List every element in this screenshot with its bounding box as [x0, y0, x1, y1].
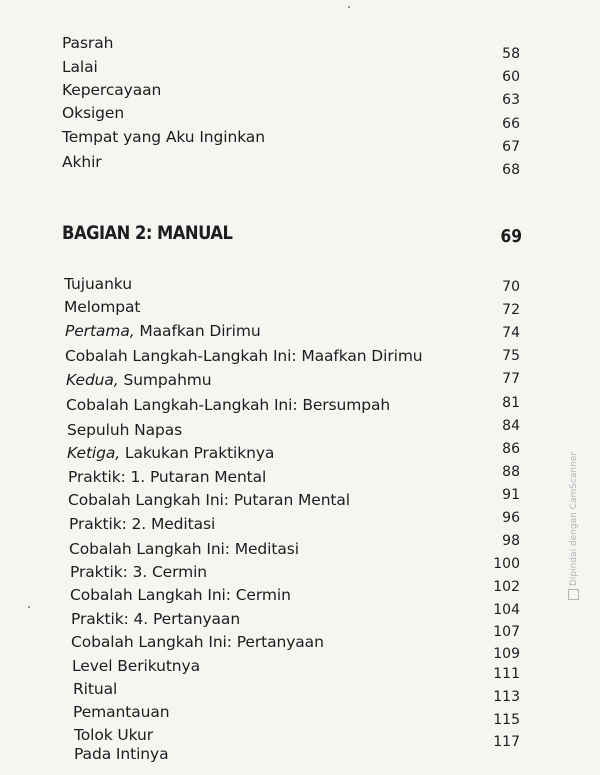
toc-page-number: 115	[493, 712, 520, 728]
toc-page-number: 100	[493, 556, 520, 572]
toc-entry-title	[62, 153, 102, 171]
toc-entry-title	[62, 58, 98, 76]
toc-entry-title	[70, 586, 291, 604]
toc-entry-text: Sumpahmu	[118, 371, 212, 389]
toc-entry-title	[73, 680, 117, 698]
toc-entry-title	[65, 322, 261, 340]
toc-entry-text: Cobalah Langkah-Langkah Ini: Bersumpah	[66, 396, 391, 414]
scan-speck	[28, 606, 30, 608]
toc-entry-text: Cobalah Langkah Ini: Cermin	[70, 586, 291, 604]
toc-entry-title	[74, 726, 153, 744]
toc-page-number: 88	[502, 464, 520, 480]
toc-entry-text: Praktik: 2. Meditasi	[69, 515, 216, 533]
toc-entry-title	[70, 563, 207, 581]
section-title: BAGIAN 2: MANUAL	[62, 222, 233, 244]
toc-entry-text: Praktik: 4. Pertanyaan	[71, 610, 241, 628]
toc-page-number: 66	[502, 116, 520, 132]
toc-entry-text: Tolok Ukur	[74, 726, 154, 744]
toc-entry-title	[68, 468, 266, 486]
toc-page-number: 68	[502, 162, 520, 178]
toc-entry-title	[73, 703, 169, 721]
toc-page-number: 74	[502, 325, 520, 341]
toc-page-number: 102	[493, 579, 520, 595]
toc-page-number: 70	[502, 279, 520, 295]
toc-entry-text: Pasrah	[62, 34, 114, 52]
toc-entry-text: Cobalah Langkah Ini: Putaran Mental	[68, 491, 351, 509]
toc-entry-text: Lakukan Praktiknya	[120, 444, 275, 462]
toc-entry-text: Pada Intinya	[74, 745, 169, 763]
toc-entry-text: Cobalah Langkah-Langkah Ini: Maafkan Dirimu	[65, 347, 423, 365]
toc-entry-title	[62, 81, 161, 99]
toc-page-number: 96	[502, 510, 520, 526]
toc-page-number: 98	[502, 533, 520, 549]
toc-entry-title	[69, 515, 215, 533]
toc-page-number: 113	[493, 689, 520, 705]
toc-entry-text: Melompat	[64, 298, 141, 316]
toc-entry-title	[64, 298, 140, 316]
scanner-watermark-text: Dipindai dengan CamScanner	[569, 451, 579, 586]
toc-page-number: 67	[502, 139, 520, 155]
toc-entry-title	[74, 745, 169, 763]
toc-entry-title	[64, 275, 132, 293]
toc-entry-text: Tempat yang Aku Inginkan	[62, 128, 265, 146]
toc-entry-ordinal: Pertama,	[65, 322, 135, 340]
toc-entry-text: Ritual	[73, 680, 118, 698]
toc-entry-text: Tujuanku	[64, 275, 132, 293]
toc-entry-ordinal: Kedua,	[66, 371, 119, 389]
toc-entry-text: Praktik: 3. Cermin	[70, 563, 208, 581]
toc-page-number: 77	[502, 371, 520, 387]
toc-entry-title	[62, 34, 113, 52]
toc-entry-title	[68, 491, 350, 509]
toc-entry-title	[71, 633, 324, 651]
toc-page-number: 75	[502, 348, 520, 364]
toc-entry-title	[72, 657, 200, 675]
toc-entry-text: Praktik: 1. Putaran Mental	[68, 468, 267, 486]
toc-entry-ordinal: Ketiga,	[67, 444, 121, 462]
scanner-watermark	[568, 452, 579, 600]
scanner-logo-icon	[568, 589, 579, 600]
toc-entry-text: Level Berikutnya	[72, 657, 200, 675]
toc-page-number: 91	[502, 487, 520, 503]
toc-entry-text: Sepuluh Napas	[67, 421, 183, 439]
toc-page-number: 58	[502, 46, 520, 62]
toc-page-number: 111	[493, 666, 520, 682]
toc-entry-title	[67, 421, 182, 439]
toc-entry-text: Pemantauan	[73, 703, 170, 721]
toc-entry-text: Cobalah Langkah Ini: Meditasi	[69, 540, 299, 558]
toc-entry-text: Maafkan Dirimu	[134, 322, 261, 340]
toc-page-number: 107	[493, 624, 520, 640]
toc-page-number: 109	[493, 646, 520, 662]
toc-entry-title	[65, 347, 423, 365]
toc-page-number: 63	[502, 92, 520, 108]
toc-entry-text: Kepercayaan	[62, 81, 162, 99]
toc-entry-title	[69, 540, 299, 558]
toc-page-number: 72	[502, 302, 520, 318]
toc-entry-title	[67, 444, 274, 462]
toc-page-number: 81	[502, 395, 520, 411]
toc-entry-title	[62, 128, 265, 146]
toc-page-number: 84	[502, 418, 520, 434]
toc-page-number: 104	[493, 602, 520, 618]
toc-page-number: 60	[502, 69, 520, 85]
toc-entry-text: Lalai	[62, 58, 98, 76]
toc-entry-title	[66, 371, 212, 389]
toc-entry-text: Oksigen	[62, 104, 125, 122]
toc-entry-title	[71, 610, 240, 628]
toc-entry-title	[62, 104, 124, 122]
section-page-number: 69	[500, 226, 522, 247]
toc-page-number: 86	[502, 441, 520, 457]
toc-entry-text: Akhir	[62, 153, 102, 171]
toc-entry-text: Cobalah Langkah Ini: Pertanyaan	[71, 633, 324, 651]
scan-speck	[348, 6, 350, 8]
toc-page-number: 117	[493, 734, 520, 750]
toc-entry-title	[66, 396, 390, 414]
